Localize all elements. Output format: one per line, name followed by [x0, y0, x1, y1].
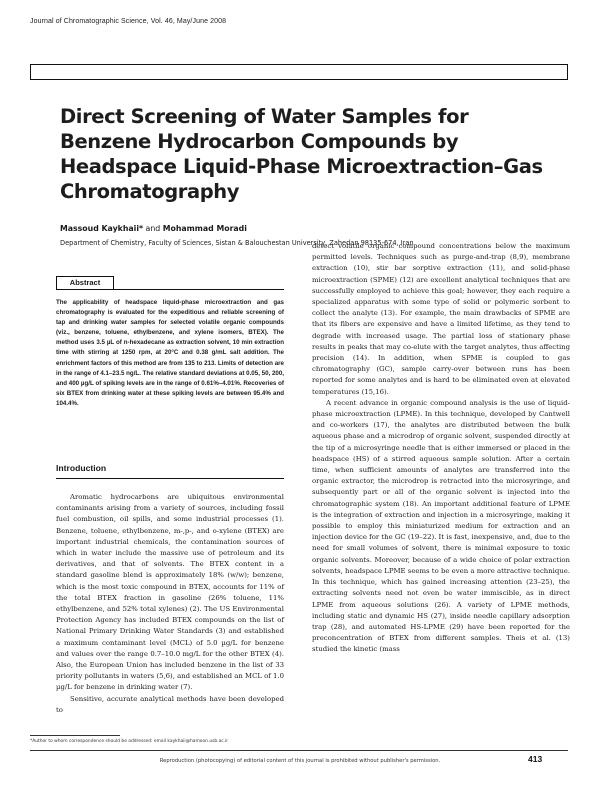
abstract-divider [56, 289, 284, 290]
abstract-label: Abstract [56, 276, 114, 290]
article-title: Direct Screening of Water Samples for Benzene Hydrocarbon Compounds by Headspace Liquid-Phase Microextraction–Gas Chromatography [60, 105, 543, 203]
introduction-body [56, 492, 284, 716]
abstract-text: The applicability of headspace liquid-phase microextraction and gas chromatography is evaluated for the expeditious and reliable screening of tap and drinking water samples for selected volatile organic compounds (viz., benzene, toluene, ethylbenzene, and xylene isomers, BTEX). The method uses 3.5 µL of n-hexadecane as extraction solvent, 10 min extraction time with stirring at 1250 rpm, at 20°C and 0.38 g/mL salt addition. The enrichment factors of this method are from 135 to 213. Limits of detection are in the range of 4.1–23.5 ng/L. The relative standard deviations at 0.05, 50, 200, and 400 µg/L of spiking levels are in the range of 0.61%–4.01%. Recoveries of six BTEX from drinking water at these spiking levels are between 95.4% and 104.4%. [56, 299, 284, 407]
paragraph: A recent advance in organic compound analysis is the use of liquid-phase microextraction (LPME). In this technique, developed by Cantwell and co-workers (17), the analytes are distributed between the bulk aqueous phase and a microdrop of organic solvent, suspended directly at the tip of a microsyringe needle that is either immersed or placed in the headspace (HS) of a stirred aqueous sample solution. After a certain time, when sufficient amounts of analytes are transferred into the organic extractor, the microdrop is retracted into the microsyringe, and subsequently part or all of the organic solvent is injected into the chromatographic system (18). An important additional feature of LPME is the integration of extraction and injection in a microsyringe, making it possible to employ this miniaturized medium for extraction and an injection device for the GC (19–22). It is fast, inexpensive, and, due to the need for small volumes of solvent, there is minimal exposure to toxic organic solvents. Moreover, because of a wide choice of polar extraction solvents, headspace LPME seems to be even a more attractive technique. In this technique, which has gained increasing attention (23–25), the extracting solvents need not even be water immiscible, as in direct LPME from aqueous solutions (26). A variety of LPME methods, including static and dynamic HS (27), inside needle capillary adsorption trap (28), and automated HS-LPME (29) have been reported for the preconcentration of BTEX from different samples. Theis et al. (13) studied the kinetic (mass [312, 398, 570, 654]
page-number: 413 [528, 754, 543, 764]
correspondence-footnote: *Author to whom correspondence should be addressed: email kaykhaii@hamoon.usb.ac.ir [30, 739, 229, 744]
author-separator: and [143, 224, 163, 233]
footer-divider [30, 750, 568, 751]
section-divider [56, 478, 284, 479]
author-name: Mohammad Moradi [162, 224, 247, 233]
section-heading-introduction: Introduction [56, 463, 107, 473]
footnote-divider [30, 735, 120, 736]
author-name: Massoud Kaykhaii* [60, 224, 144, 233]
reproduction-notice: Reproduction (photocopying) of editorial content of this journal is prohibited without publisher's permission. [159, 758, 441, 764]
journal-running-header: Journal of Chromatographic Science, Vol. 46, May/June 2008 [30, 18, 227, 25]
paragraph: detect volatile organic compound concentrations below the maximum permitted levels. Techniques such as purge-and-trap (8,9), membrane extraction (10), stir bar sorptive extraction (11), and solid-phase microextraction (SPME) (12) are excellent analytical techniques that are successfully employed to achieve this goal; however, they each require a specialized apparatus with some type of solid or polymeric sorbent to collect the analyte (13). For example, the main drawbacks of SPME are that its fibers are expensive and have a limited lifetime, as they tend to degrade with increased usage. The partial loss of stationary phase results in peaks that may co-elute with the target analytes, thus affecting precision (14). In addition, when SPME is coupled to gas chromatography (GC), sample carry-over between runs has been reported for some analytes and is hard to be eliminated even at elevated temperatures (15,16). [312, 242, 570, 396]
right-column-body [312, 241, 570, 656]
affiliation: Department of Chemistry, Faculty of Sciences, Sistan & Balouchestan University, Zahedan 98135-674, Iran [60, 239, 414, 247]
paragraph: Sensitive, accurate analytical methods have been developed to [56, 694, 284, 714]
authors [60, 224, 247, 233]
header-bar [30, 64, 568, 80]
paragraph: Aromatic hydrocarbons are ubiquitous environmental contaminants arising from a variety of sources, including fossil fuel combustion, oil spills, and some industrial processes (1). Benzene, toluene, ethylbenzene, m-,p-, and o-xylene (BTEX) are important industrial chemicals, the contamination sources of which in water include the massive use of petroleum and its derivatives, and that of solvents. The BTEX content in a standard gasoline blend is approximately 18% (w/w); benzene, which is the most toxic compound in BTEX, accounts for 11% of the total BTEX fraction in gasoline (26% toluene, 11% ethylbenzene, and 52% total xylenes) (2). The US Environmental Protection Agency has included BTEX compounds on the list of National Primary Drinking Water Standards (3) and established a maximum contaminant level (MCL) of 5.0 µg/L for benzene and values over the range 0.7–10.0 mg/L for the other BTEX (4). Also, the European Union has included benzene in the list of 33 priority pollutants in waters (5,6), and established an MCL of 1.0 µg/L for benzene in drinking water (7). [56, 493, 284, 692]
